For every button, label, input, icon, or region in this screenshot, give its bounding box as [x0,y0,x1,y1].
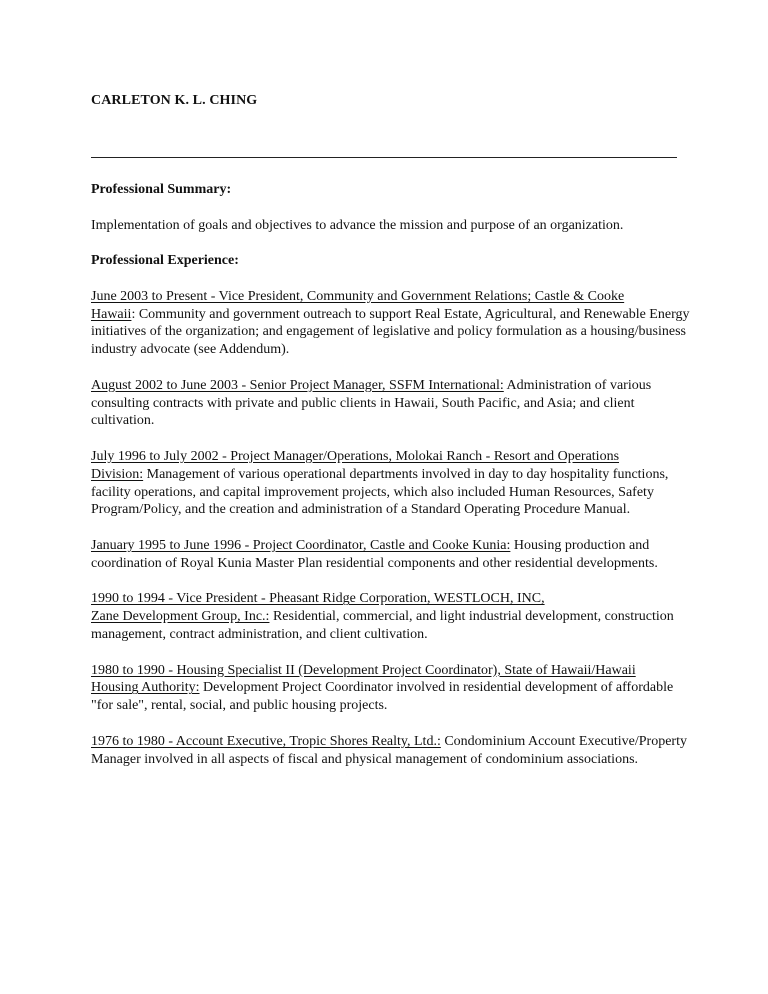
job-description: Development Project Coordinator involved in residential development of affordable "for sale", rental, social, and public housing projects. [91,680,674,714]
job-title: Housing Authority: [91,680,200,696]
job-title: August 2002 to June 2003 - Senior Project Manager, SSFM International: [91,377,504,393]
job-title: June 2003 to Present - Vice President, Community and Government Relations; Castle & Cooke [91,288,625,304]
experience-heading: Professional Experience: [91,253,239,269]
experience-entry [91,733,691,769]
job-description: : Community and government outreach to support Real Estate, Agricultural, and Renewable Energy initiatives of the organization; and engagement of legislative and policy formulation as a housing/business industry advocate (see Addendum). [91,306,690,358]
summary-heading: Professional Summary: [91,182,232,197]
experience-entry [91,662,691,715]
horizontal-rule [91,157,677,158]
job-description: Housing production and coordination of Royal Kunia Master Plan residential components and other residential developments. [91,537,658,571]
job-description: Residential, commercial, and light industrial development, construction management, contract administration, and client cultivation. [91,609,674,642]
experience-entry [91,590,691,643]
job-title: Division: [91,466,144,482]
job-title: 1976 to 1980 - Account Executive, Tropic Shores Realty, Ltd.: [91,733,441,749]
resume-name: CARLETON K. L. CHING [91,93,258,108]
job-title: Zane Development Group, Inc.: [91,609,270,625]
job-title: 1990 to 1994 - Vice President - Pheasant Ridge Corporation, WESTLOCH, INC, [91,591,545,607]
job-title: January 1995 to June 1996 - Project Coordinator, Castle and Cooke Kunia: [91,537,511,553]
job-description: Administration of various consulting contracts with private and public clients in Hawaii, South Pacific, and Asia; and client cultivation. [91,377,652,429]
job-title: July 1996 to July 2002 - Project Manager/Operations, Molokai Ranch - Resort and Operations [91,448,620,464]
job-description: Management of various operational departments involved in day to day hospitality functions, facility operations, and capital improvement projects, which also included Human Resources, Safety Program/Policy, and the creation and administration of a Standard Operating Procedure Manual. [91,466,669,518]
job-title: Hawaii [91,306,132,322]
experience-entry [91,288,691,359]
experience-entry [91,537,691,573]
resume-body [91,181,691,786]
experience-entry [91,377,691,430]
experience-entry [91,448,691,519]
job-description: Condominium Account Executive/Property Manager involved in all aspects of fiscal and physical management of condominium associations. [91,733,687,767]
job-title: 1980 to 1990 - Housing Specialist II (Development Project Coordinator), State of Hawaii/Hawaii [91,662,636,678]
summary-text: Implementation of goals and objectives to advance the mission and purpose of an organization. [91,217,624,233]
